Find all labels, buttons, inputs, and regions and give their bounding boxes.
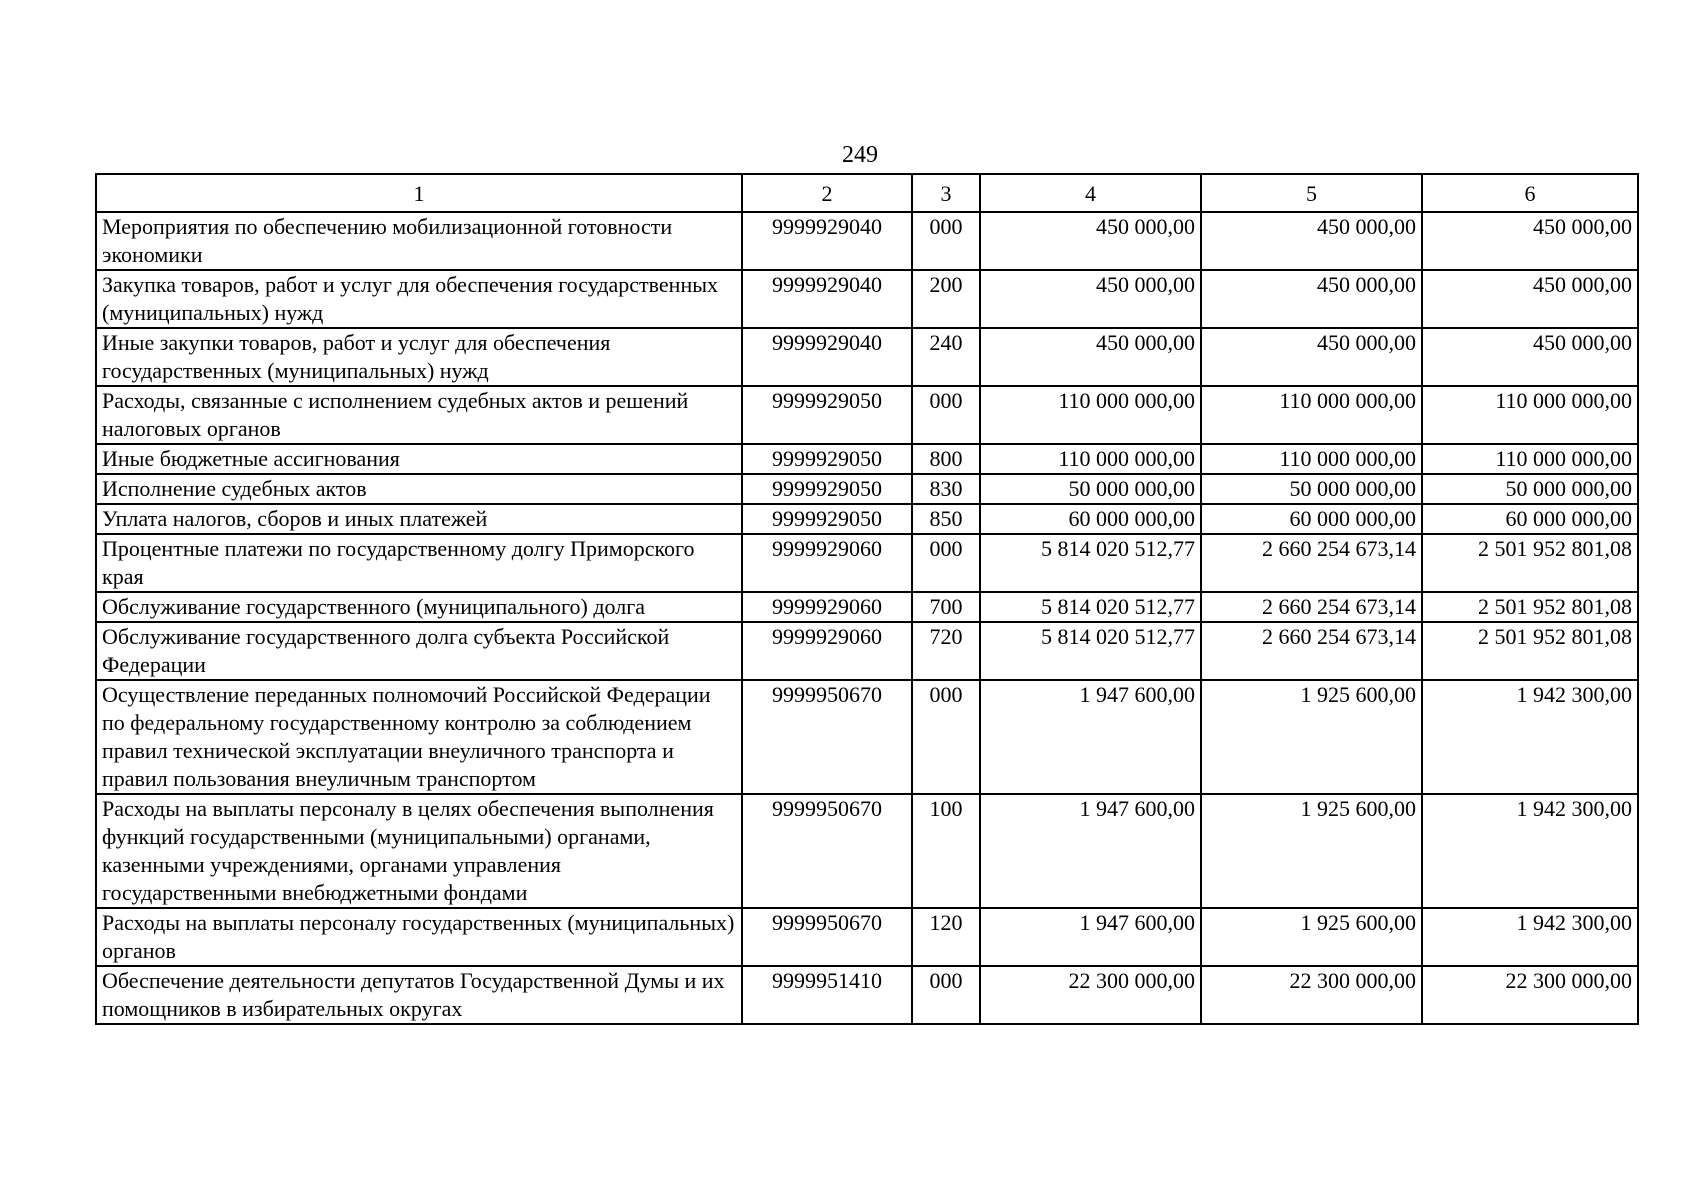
amount-col-4: 50 000 000,00 (980, 474, 1201, 504)
amount-col-4: 110 000 000,00 (980, 444, 1201, 474)
expense-type-code: 200 (912, 270, 980, 328)
column-header: 1 (96, 174, 742, 212)
amount-col-4: 1 947 600,00 (980, 680, 1201, 794)
amount-col-6: 1 942 300,00 (1422, 908, 1638, 966)
target-article-code: 9999929060 (742, 622, 912, 680)
amount-col-5: 2 660 254 673,14 (1201, 534, 1422, 592)
expense-type-code: 000 (912, 534, 980, 592)
amount-col-4: 1 947 600,00 (980, 794, 1201, 908)
target-article-code: 9999929040 (742, 212, 912, 270)
table-row (96, 592, 1638, 622)
amount-col-4: 110 000 000,00 (980, 386, 1201, 444)
target-article-code: 9999929050 (742, 386, 912, 444)
column-header: 2 (742, 174, 912, 212)
expense-name: Уплата налогов, сборов и иных платежей (96, 504, 742, 534)
column-header: 6 (1422, 174, 1638, 212)
expense-name: Иные закупки товаров, работ и услуг для обеспечения государственных (муниципальных) нужд (96, 328, 742, 386)
target-article-code: 9999950670 (742, 908, 912, 966)
amount-col-6: 110 000 000,00 (1422, 444, 1638, 474)
amount-col-4: 5 814 020 512,77 (980, 592, 1201, 622)
amount-col-5: 60 000 000,00 (1201, 504, 1422, 534)
table-row (96, 444, 1638, 474)
amount-col-6: 2 501 952 801,08 (1422, 534, 1638, 592)
expense-name: Исполнение судебных актов (96, 474, 742, 504)
target-article-code: 9999951410 (742, 966, 912, 1024)
table-header (96, 174, 1638, 212)
amount-col-6: 450 000,00 (1422, 328, 1638, 386)
expense-type-code: 120 (912, 908, 980, 966)
target-article-code: 9999929040 (742, 328, 912, 386)
table-body (96, 212, 1638, 1024)
amount-col-5: 1 925 600,00 (1201, 680, 1422, 794)
amount-col-5: 1 925 600,00 (1201, 794, 1422, 908)
table-row (96, 534, 1638, 592)
table-row (96, 328, 1638, 386)
budget-table (95, 173, 1639, 1025)
expense-name: Обслуживание государственного (муниципального) долга (96, 592, 742, 622)
expense-type-code: 000 (912, 386, 980, 444)
table-row (96, 622, 1638, 680)
amount-col-5: 110 000 000,00 (1201, 444, 1422, 474)
column-header: 5 (1201, 174, 1422, 212)
amount-col-4: 22 300 000,00 (980, 966, 1201, 1024)
expense-type-code: 240 (912, 328, 980, 386)
table-row (96, 474, 1638, 504)
target-article-code: 9999929050 (742, 444, 912, 474)
expense-name: Мероприятия по обеспечению мобилизационной готовности экономики (96, 212, 742, 270)
amount-col-6: 110 000 000,00 (1422, 386, 1638, 444)
amount-col-5: 2 660 254 673,14 (1201, 592, 1422, 622)
expense-type-code: 830 (912, 474, 980, 504)
expense-type-code: 100 (912, 794, 980, 908)
amount-col-5: 450 000,00 (1201, 212, 1422, 270)
expense-name: Обеспечение деятельности депутатов Государственной Думы и их помощников в избирательных округах (96, 966, 742, 1024)
amount-col-4: 450 000,00 (980, 328, 1201, 386)
expense-type-code: 000 (912, 966, 980, 1024)
amount-col-5: 50 000 000,00 (1201, 474, 1422, 504)
target-article-code: 9999950670 (742, 794, 912, 908)
expense-type-code: 800 (912, 444, 980, 474)
amount-col-6: 1 942 300,00 (1422, 680, 1638, 794)
expense-type-code: 850 (912, 504, 980, 534)
table-row (96, 504, 1638, 534)
amount-col-4: 60 000 000,00 (980, 504, 1201, 534)
amount-col-6: 450 000,00 (1422, 212, 1638, 270)
expense-type-code: 000 (912, 212, 980, 270)
expense-name: Иные бюджетные ассигнования (96, 444, 742, 474)
expense-name: Осуществление переданных полномочий Российской Федерации по федеральному государственному контролю за соблюдением правил технической эксплуатации внеуличного транспорта и правил пользования внеуличным транспортом (96, 680, 742, 794)
expense-name: Расходы на выплаты персоналу государственных (муниципальных) органов (96, 908, 742, 966)
target-article-code: 9999929050 (742, 474, 912, 504)
target-article-code: 9999929040 (742, 270, 912, 328)
target-article-code: 9999950670 (742, 680, 912, 794)
amount-col-4: 5 814 020 512,77 (980, 622, 1201, 680)
expense-type-code: 000 (912, 680, 980, 794)
table-row (96, 908, 1638, 966)
header-row (96, 174, 1638, 212)
amount-col-6: 2 501 952 801,08 (1422, 592, 1638, 622)
amount-col-6: 22 300 000,00 (1422, 966, 1638, 1024)
amount-col-6: 50 000 000,00 (1422, 474, 1638, 504)
expense-type-code: 720 (912, 622, 980, 680)
table-row (96, 794, 1638, 908)
amount-col-6: 60 000 000,00 (1422, 504, 1638, 534)
amount-col-6: 2 501 952 801,08 (1422, 622, 1638, 680)
amount-col-5: 110 000 000,00 (1201, 386, 1422, 444)
column-header: 4 (980, 174, 1201, 212)
table-row (96, 680, 1638, 794)
amount-col-5: 450 000,00 (1201, 270, 1422, 328)
column-header: 3 (912, 174, 980, 212)
table-row (96, 386, 1638, 444)
table-row (96, 966, 1638, 1024)
expense-name: Обслуживание государственного долга субъекта Российской Федерации (96, 622, 742, 680)
amount-col-6: 1 942 300,00 (1422, 794, 1638, 908)
amount-col-5: 2 660 254 673,14 (1201, 622, 1422, 680)
table-row (96, 270, 1638, 328)
table-row (96, 212, 1638, 270)
target-article-code: 9999929050 (742, 504, 912, 534)
amount-col-4: 5 814 020 512,77 (980, 534, 1201, 592)
expense-name: Расходы, связанные с исполнением судебных актов и решений налоговых органов (96, 386, 742, 444)
expense-type-code: 700 (912, 592, 980, 622)
target-article-code: 9999929060 (742, 592, 912, 622)
amount-col-5: 22 300 000,00 (1201, 966, 1422, 1024)
amount-col-4: 450 000,00 (980, 270, 1201, 328)
expense-name: Расходы на выплаты персоналу в целях обеспечения выполнения функций государственными (муниципальными) органами, казенными учреждениями, органами управления государственными внебюджетными фондами (96, 794, 742, 908)
page-number: 249 (842, 142, 878, 168)
amount-col-6: 450 000,00 (1422, 270, 1638, 328)
amount-col-4: 1 947 600,00 (980, 908, 1201, 966)
expense-name: Закупка товаров, работ и услуг для обеспечения государственных (муниципальных) нужд (96, 270, 742, 328)
amount-col-4: 450 000,00 (980, 212, 1201, 270)
target-article-code: 9999929060 (742, 534, 912, 592)
expense-name: Процентные платежи по государственному долгу Приморского края (96, 534, 742, 592)
amount-col-5: 1 925 600,00 (1201, 908, 1422, 966)
amount-col-5: 450 000,00 (1201, 328, 1422, 386)
